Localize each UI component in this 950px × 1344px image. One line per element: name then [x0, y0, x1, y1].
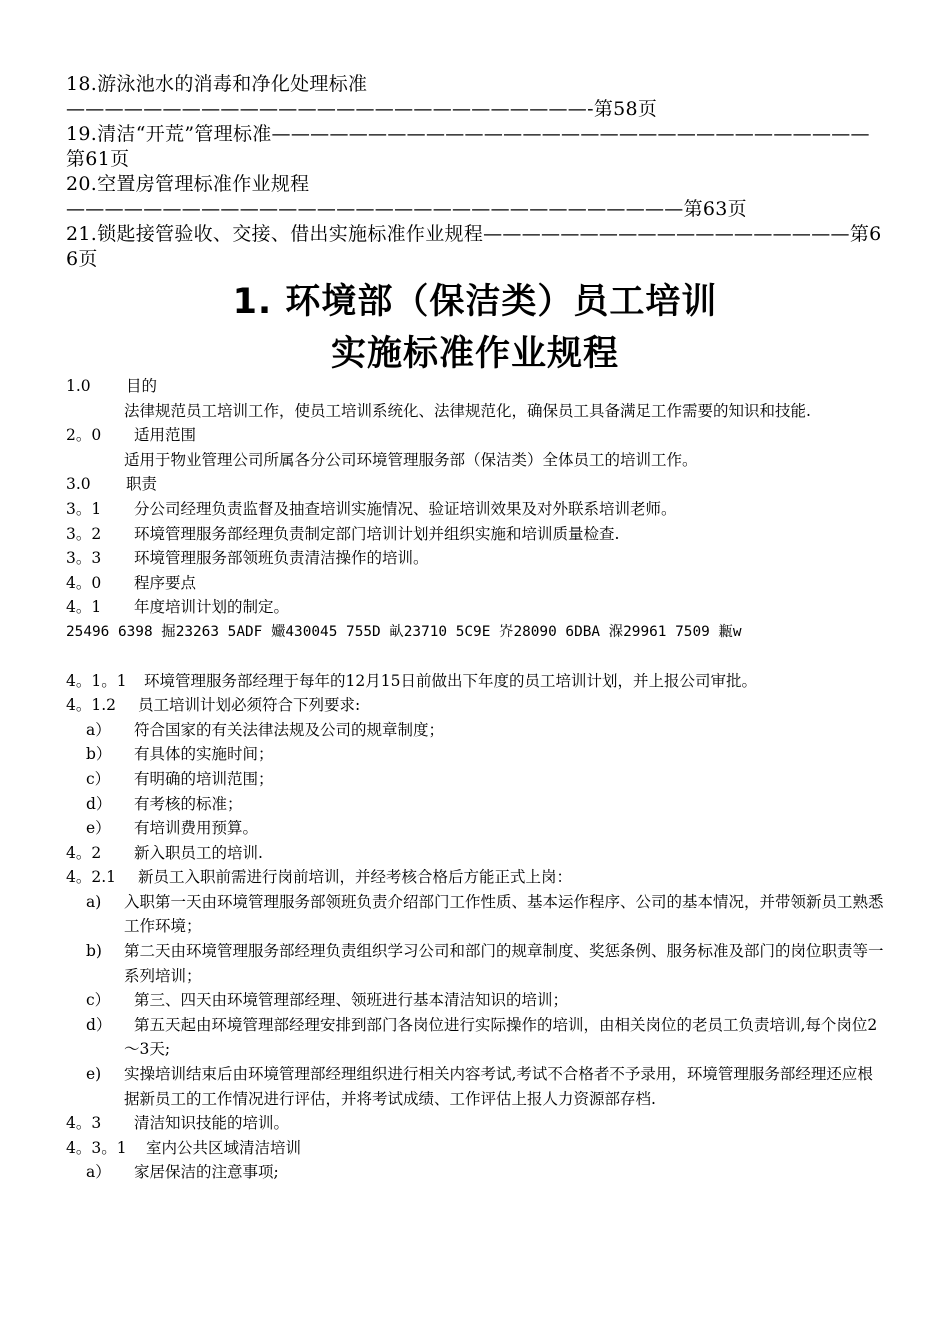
list-text: 第五天起由环境管理部经理安排到部门各岗位进行实际操作的培训，由相关岗位的老员工负责培训,每个岗位2～3天;: [124, 1015, 878, 1059]
requirement-a: [66, 718, 886, 743]
requirement-d: [66, 792, 886, 817]
list-text: 有考核的标准；: [134, 794, 243, 813]
list-text: 有明确的培训范围；: [134, 769, 274, 788]
section-text: 员工培训计划必须符合下列要求:: [138, 696, 361, 715]
toc-entry-19[interactable]: 19.清洁“开荒”管理标准———————————————————————————————第61页: [66, 123, 870, 170]
title-line-2: 实施标准作业规程: [330, 334, 619, 374]
section-number: 4。2.1: [66, 868, 117, 887]
section-heading: 目的: [126, 377, 158, 395]
list-marker: d）: [86, 1015, 112, 1034]
section-number: 4。1。1: [66, 671, 127, 690]
section-3-1: [66, 497, 886, 522]
list-text: 有具体的实施时间；: [134, 745, 274, 764]
section-4-2-1: [66, 865, 886, 890]
section-heading: 清洁知识技能的培训。: [134, 1114, 290, 1133]
title-line-1: 1. 环境部（保洁类）员工培训: [232, 282, 718, 322]
step-c: [66, 988, 886, 1013]
section-1-0: [66, 374, 886, 399]
toc-entry-21[interactable]: 21.锁匙接管验收、交接、借出实施标准作业规程———————————————————第66页: [66, 223, 882, 270]
requirement-e: [66, 816, 886, 841]
section-heading: 年度培训计划的制定。: [134, 598, 290, 617]
section-4-1-2: [66, 693, 886, 718]
list-marker: c）: [86, 991, 111, 1010]
section-number: 3。1: [66, 499, 102, 518]
list-text: 符合国家的有关法律法规及公司的规章制度；: [134, 720, 445, 739]
section-3-3: [66, 546, 886, 571]
list-marker: e）: [86, 819, 111, 838]
section-heading: 新入职员工的培训.: [134, 843, 263, 862]
section-text: 新员工入职前需进行岗前培训，并经考核合格后方能正式上岗：: [138, 868, 573, 887]
list-marker: a）: [86, 1163, 111, 1182]
list-text: 第二天由环境管理服务部经理负责组织学习公司和部门的规章制度、奖惩条例、服务标准及部门的岗位职责等一系列培训；: [124, 942, 884, 985]
section-2-0-text: 适用于物业管理公司所属各分公司环境管理服务部（保洁类）全体员工的培训工作。: [124, 450, 698, 469]
section-text: 环境管理服务部领班负责清洁操作的培训。: [134, 549, 429, 568]
document-title: [0, 276, 950, 380]
list-text: 第三、四天由环境管理部经理、领班进行基本清洁知识的培训；: [134, 991, 569, 1010]
section-number: 3。2: [66, 524, 102, 543]
section-text: 室内公共区域清洁培训: [146, 1138, 302, 1157]
section-heading: 适用范围: [134, 426, 197, 445]
section-4-1: [66, 595, 886, 620]
section-number: 4。1.2: [66, 696, 117, 715]
section-4-3-1: [66, 1136, 886, 1161]
section-heading: 职责: [126, 475, 158, 494]
section-number: 4。1: [66, 598, 102, 617]
list-marker: e): [86, 1065, 102, 1084]
list-marker: b): [86, 942, 102, 961]
section-text: 分公司经理负责监督及抽查培训实施情况、验证培训效果及对外联系培训老师。: [134, 499, 677, 518]
section-4-1-1: [66, 669, 886, 694]
section-4-3: [66, 1111, 886, 1136]
list-text: 有培训费用预算。: [134, 819, 259, 838]
step-d: [66, 1013, 886, 1062]
list-marker: c）: [86, 769, 111, 788]
section-number: 1.0: [66, 377, 91, 395]
list-text: 实操培训结束后由环境管理部经理组织进行相关内容考试,考试不合格者不予录用，环境管理服务部经理还应根据新员工的工作情况进行评估，并将考试成绩、工作评估上报人力资源部存档.: [124, 1065, 873, 1108]
garbled-text-line: 25496 6398 掘23263 5ADF 孍430045 755D 畒23710 5C9E 岕28090 6DBA 湺29961 7509 甉w: [66, 623, 742, 640]
section-2-0: [66, 423, 886, 448]
section-4-0: [66, 571, 886, 596]
requirement-b: [66, 742, 886, 767]
list-marker: b）: [86, 745, 112, 764]
section-number: 4。3: [66, 1114, 102, 1133]
section-3-0: [66, 472, 886, 497]
list-marker: a）: [86, 720, 111, 739]
step-b: [66, 939, 886, 988]
section-number: 4。2: [66, 843, 102, 862]
toc-entry-20[interactable]: 20.空置房管理标准作业规程————————————————————————————————第63页: [66, 173, 747, 220]
requirement-c: [66, 767, 886, 792]
list-text: 家居保洁的注意事项;: [134, 1163, 279, 1182]
section-text: 环境管理服务部经理负责制定部门培训计划并组织实施和培训质量检查.: [134, 524, 620, 543]
list-marker: d）: [86, 794, 112, 813]
section-4-2: [66, 841, 886, 866]
list-marker: a): [86, 892, 102, 911]
toc-entry-18[interactable]: 18.游泳池水的消毒和净化处理标准———————————————————————————-第58页: [66, 73, 658, 120]
section-3-2: [66, 522, 886, 547]
section-number: 4。0: [66, 573, 102, 592]
step-e: [66, 1062, 886, 1111]
section-heading: 程序要点: [134, 573, 197, 592]
section-1-0-text: 法律规范员工培训工作，使员工培训系统化、法律规范化，确保员工具备满足工作需要的知识和技能.: [124, 401, 811, 420]
document-body: [66, 374, 886, 1185]
section-number: 4。3。1: [66, 1138, 127, 1157]
list-text: 入职第一天由环境管理服务部领班负责介绍部门工作性质、基本运作程序、公司的基本情况，并带领新员工熟悉工作环境；: [124, 892, 884, 936]
table-of-contents: [66, 72, 886, 272]
section-number: 2。0: [66, 426, 102, 445]
section-4-3-1-a: [66, 1160, 886, 1185]
section-text: 环境管理服务部经理于每年的12月15日前做出下年度的员工培训计划，并上报公司审批。: [144, 671, 757, 690]
step-a: [66, 890, 886, 939]
section-number: 3。3: [66, 549, 102, 568]
section-number: 3.0: [66, 475, 91, 494]
